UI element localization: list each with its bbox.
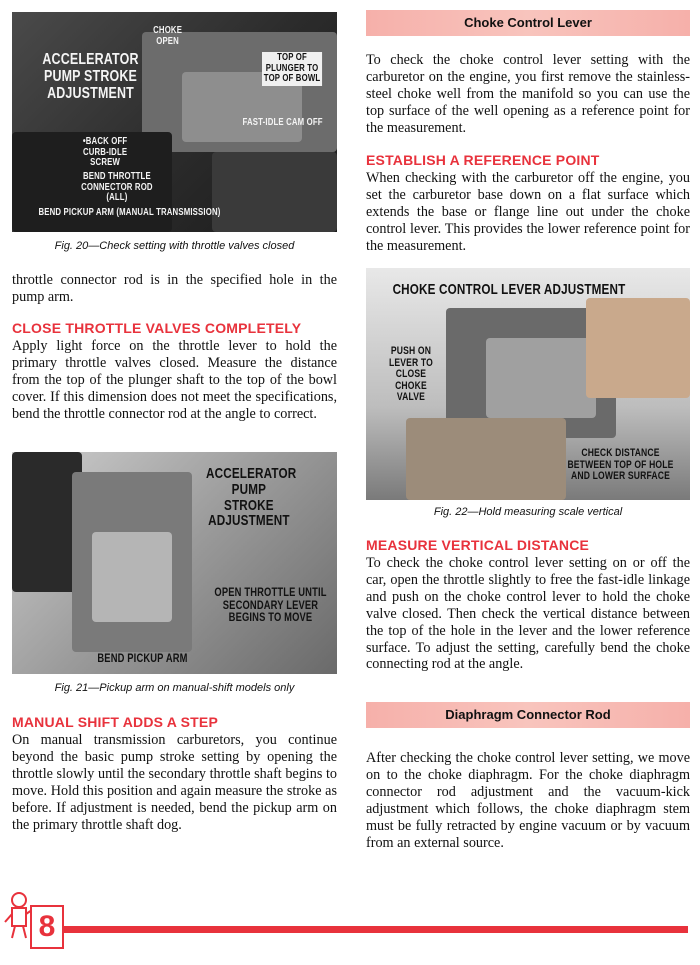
page-number: 8	[30, 905, 64, 949]
intro-paragraph: throttle connector rod is in the specified hole in the pump arm.	[12, 272, 337, 305]
close-throttle-heading: CLOSE THROTTLE VALVES COMPLETELY	[12, 320, 302, 336]
fig20-main-label: ACCELERATOR PUMP STROKE ADJUSTMENT	[42, 51, 139, 102]
figure-21-caption: Fig. 21—Pickup arm on manual-shift models only	[54, 682, 295, 694]
close-throttle-paragraph: Apply light force on the throttle lever to hold the primary throttle valves closed. Measure the distance from the top of the plunger shaft to the top of the bowl cover. If this dimension does not meet the specifications, bend the throttle connector rod at the angle to correct.	[12, 338, 337, 422]
vertical-distance-heading: MEASURE VERTICAL DISTANCE	[366, 537, 590, 553]
fig20-choke-open-label: CHOKE OPEN	[153, 25, 183, 47]
vertical-distance-paragraph: To check the choke control lever setting on or off the car, open the throttle slightly to free the fast-idle linkage and push on the choke control lever to hold the choke valve closed. Then check the vertical distance between the top of the hole in the lever and the lower reference surface. To adjust the setting, carefully bend the choke connecting rod at the angle.	[366, 555, 690, 673]
footer-rule	[62, 926, 688, 933]
diaphragm-connector-banner: Diaphragm Connector Rod	[366, 702, 690, 728]
choke-control-lever-banner: Choke Control Lever	[366, 10, 690, 36]
fig21-open-throttle-label: OPEN THROTTLE UNTIL SECONDARY LEVER BEGINS TO MOVE	[214, 585, 327, 625]
figure-22-caption: Fig. 22—Hold measuring scale vertical	[433, 506, 623, 518]
fig20-fast-idle-label: FAST-IDLE CAM OFF	[242, 117, 323, 128]
diaphragm-paragraph: After checking the choke control lever setting, we move on to the choke diaphragm. For the choke diaphragm connector rod adjustment and the vacuum-kick adjustment which follows, the choke diaphragm stem must be fully retracted by engine vacuum or by vacuum from an external source.	[366, 750, 690, 851]
fig22-push-label: PUSH ON LEVER TO CLOSE CHOKE VALVE	[388, 345, 433, 404]
fig20-top-plunger-label: TOP OF PLUNGER TO TOP OF BOWL	[263, 52, 321, 84]
figure-20-photo	[12, 12, 337, 232]
manual-shift-paragraph: On manual transmission carburetors, you continue beyond the basic pump stroke setting by opening the throttle slowly until the secondary throttle shaft begins to move. Hold this position and again measure the stroke as before. If adjustment is needed, bend the pickup arm on the primary throttle shaft dog.	[12, 732, 337, 833]
figure-21-photo	[12, 452, 337, 674]
figure-22-photo	[366, 268, 690, 500]
fig21-bend-pickup-label: BEND PICKUP ARM	[97, 651, 188, 665]
fig20-back-off-label: •BACK OFF CURB-IDLE SCREW	[82, 136, 128, 168]
reference-point-heading: ESTABLISH A REFERENCE POINT	[366, 152, 600, 168]
fig22-check-label: CHECK DISTANCE BETWEEN TOP OF HOLE AND LOWER SURFACE	[567, 447, 674, 483]
fig20-bend-rod-label: BEND THROTTLE CONNECTOR ROD (ALL)	[81, 171, 153, 203]
manual-shift-heading: MANUAL SHIFT ADDS A STEP	[12, 714, 218, 730]
fig22-main-label: CHOKE CONTROL LEVER ADJUSTMENT	[392, 281, 626, 298]
figure-20-caption: Fig. 20—Check setting with throttle valves closed	[54, 240, 295, 252]
choke-control-paragraph: To check the choke control lever setting with the carburetor on the engine, you first remove the stainless-steel choke well from the manifold so you can use the top surface of the well opening as a reference point for the measurement.	[366, 52, 690, 136]
reference-point-paragraph: When checking with the carburetor off the engine, you set the carburetor base down on a flat surface which extends the base or flange line out under the choke control lever. This provides the lower reference point for the measurement.	[366, 170, 690, 254]
fig20-bend-pickup-label: BEND PICKUP ARM (MANUAL TRANSMISSION)	[38, 207, 221, 218]
fig21-main-label: ACCELERATOR PUMP STROKE ADJUSTMENT	[206, 465, 297, 530]
